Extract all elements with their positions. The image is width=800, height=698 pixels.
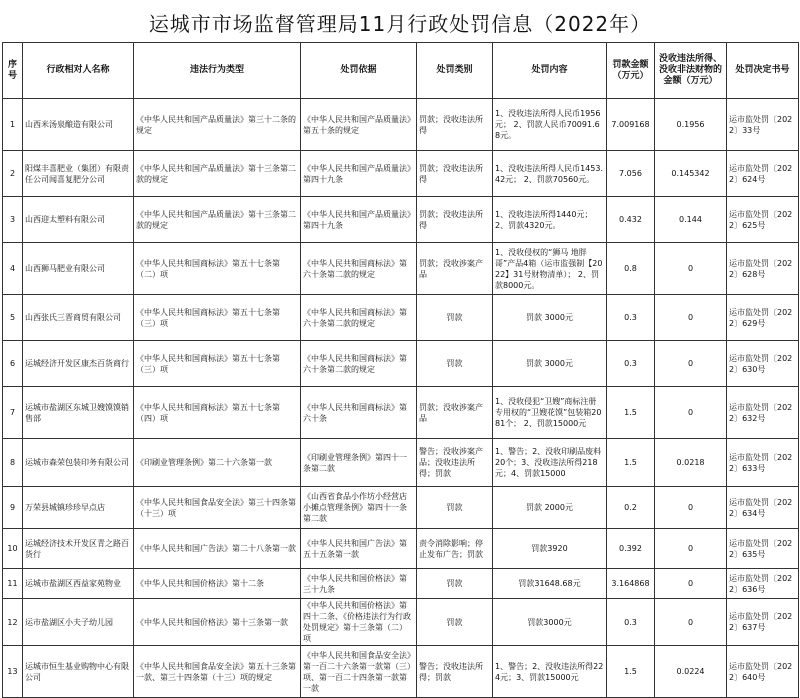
cell-confiscation: 0	[655, 599, 727, 646]
cell-violation: 《中华人民共和国产品质量法》第三十二条的规定	[134, 99, 301, 151]
cell-content: 1、没收侵权的“狮马 地胖哥”产品4箱（运市监强制【2022】31号财物清单）； 2、罚款8000元。	[493, 243, 607, 295]
cell-violation: 《印刷业管理条例》第二十六条第一款	[134, 439, 301, 487]
cell-decision: 运市监处罚〔2022〕640号	[727, 646, 799, 698]
cell-content: 1、没收违法所得人民币1956元； 2、罚款人民币70091.68元。	[493, 99, 607, 151]
cell-no: 10	[3, 529, 23, 569]
cell-party: 运城经济技术开发区青之路百货行	[23, 529, 134, 569]
cell-decision: 运市监处罚〔2022〕625号	[727, 197, 799, 243]
cell-decision: 运市监处罚〔2022〕33号	[727, 99, 799, 151]
header-party: 行政相对人名称	[23, 43, 134, 99]
cell-decision: 运市监处罚〔2022〕630号	[727, 341, 799, 387]
cell-party: 运城市盐湖区西益家苑物业	[23, 569, 134, 599]
header-content: 处罚内容	[493, 43, 607, 99]
cell-confiscation: 0.0218	[655, 439, 727, 487]
cell-violation: 《中华人民共和国商标法》第五十七条第（二）项	[134, 243, 301, 295]
cell-category: 罚款	[417, 569, 493, 599]
cell-content: 1、警告；2、没收违法所得224元；3、罚款15000元	[493, 646, 607, 698]
cell-confiscation: 0	[655, 487, 727, 529]
cell-decision: 运市监处罚〔2022〕636号	[727, 569, 799, 599]
cell-fine: 7.009168	[607, 99, 655, 151]
cell-party: 运城市森荣包装印务有限公司	[23, 439, 134, 487]
cell-category: 警告；没收违法所得；罚款	[417, 646, 493, 698]
cell-fine: 1.5	[607, 646, 655, 698]
cell-category: 罚款	[417, 487, 493, 529]
table-row	[3, 439, 799, 487]
cell-content: 罚款 3000元	[493, 295, 607, 341]
cell-category: 警告；没收涉案产品；没收违法所得；罚款	[417, 439, 493, 487]
cell-fine: 0.3	[607, 341, 655, 387]
cell-decision: 运市监处罚〔2022〕628号	[727, 243, 799, 295]
cell-violation: 《中华人民共和国产品质量法》第十三条第二款的规定	[134, 151, 301, 197]
table-row	[3, 487, 799, 529]
table-header-row	[3, 43, 799, 99]
cell-content: 罚款3000元	[493, 599, 607, 646]
cell-category: 罚款；没收违法所得	[417, 151, 493, 197]
cell-party: 运城市恒生基业购物中心有限公司	[23, 646, 134, 698]
cell-basis: 《中华人民共和国商标法》第六十条	[301, 387, 417, 439]
cell-decision: 运市监处罚〔2022〕629号	[727, 295, 799, 341]
cell-no: 4	[3, 243, 23, 295]
header-confiscation: 没收违法所得、没收非法财物的金额（万元）	[655, 43, 727, 99]
cell-fine: 7.056	[607, 151, 655, 197]
cell-no: 13	[3, 646, 23, 698]
cell-basis: 《中华人民共和国商标法》第六十条第二款的规定	[301, 295, 417, 341]
cell-decision: 运市监处罚〔2022〕632号	[727, 387, 799, 439]
cell-basis: 《中华人民共和国商标法》第六十条第二款的规定	[301, 341, 417, 387]
cell-category: 责令消除影响；停止发布广告；罚款	[417, 529, 493, 569]
cell-fine: 0.432	[607, 197, 655, 243]
header-basis: 处罚依据	[301, 43, 417, 99]
cell-category: 罚款	[417, 295, 493, 341]
cell-confiscation: 0.144	[655, 197, 727, 243]
cell-confiscation: 0	[655, 295, 727, 341]
cell-basis: 《中华人民共和国价格法》第四十二条、《价格违法行为行政处罚规定》第十三条第（二）项	[301, 599, 417, 646]
cell-confiscation: 0	[655, 529, 727, 569]
cell-party: 运城经济开发区康杰百货商行	[23, 341, 134, 387]
cell-party: 运城市盐湖区东城卫嫂馍馍销售部	[23, 387, 134, 439]
cell-category: 罚款；没收涉案产品	[417, 243, 493, 295]
cell-fine: 0.3	[607, 295, 655, 341]
cell-no: 9	[3, 487, 23, 529]
cell-category: 罚款；没收违法所得	[417, 99, 493, 151]
cell-party: 山西张氏三晋商贸有限公司	[23, 295, 134, 341]
cell-violation: 《中华人民共和国广告法》第二十八条第一款	[134, 529, 301, 569]
cell-basis: 《中华人民共和国商标法》第六十条第二款的规定	[301, 243, 417, 295]
cell-confiscation: 0.145342	[655, 151, 727, 197]
cell-violation: 《中华人民共和国商标法》第五十七条第（三）项	[134, 295, 301, 341]
cell-confiscation: 0	[655, 387, 727, 439]
cell-no: 7	[3, 387, 23, 439]
cell-confiscation: 0	[655, 243, 727, 295]
document-title: 运城市市场监督管理局11月行政处罚信息（2022年）	[148, 12, 652, 36]
table-row	[3, 599, 799, 646]
cell-confiscation: 0.0224	[655, 646, 727, 698]
cell-no: 6	[3, 341, 23, 387]
cell-violation: 《中华人民共和国商标法》第五十七条第（三）项	[134, 341, 301, 387]
cell-category: 罚款；没收涉案产品	[417, 387, 493, 439]
cell-violation: 《中华人民共和国价格法》第十三条第一款	[134, 599, 301, 646]
table-row	[3, 151, 799, 197]
cell-no: 2	[3, 151, 23, 197]
cell-basis: 《中华人民共和国食品安全法》第一百二十六条第一款第（三）项、第一百二十四条第一款第一款	[301, 646, 417, 698]
cell-no: 3	[3, 197, 23, 243]
cell-content: 罚款3920	[493, 529, 607, 569]
cell-party: 山西米汤泉酿造有限公司	[23, 99, 134, 151]
cell-fine: 0.2	[607, 487, 655, 529]
cell-decision: 运市监处罚〔2022〕634号	[727, 487, 799, 529]
cell-basis: 《中华人民共和国产品质量法》第五十条的规定	[301, 99, 417, 151]
header-violation: 违法行为类型	[134, 43, 301, 99]
table-row	[3, 529, 799, 569]
cell-no: 8	[3, 439, 23, 487]
cell-content: 1、没收违法所得1440元； 2、罚款4320元。	[493, 197, 607, 243]
cell-confiscation: 0	[655, 341, 727, 387]
cell-basis: 《中华人民共和国产品质量法》第四十九条	[301, 151, 417, 197]
header-fine: 罚款金额（万元）	[607, 43, 655, 99]
cell-decision: 运市监处罚〔2022〕637号	[727, 599, 799, 646]
cell-confiscation: 0	[655, 569, 727, 599]
cell-basis: 《中华人民共和国产品质量法》第四十九条	[301, 197, 417, 243]
cell-category: 罚款	[417, 599, 493, 646]
table-row	[3, 341, 799, 387]
cell-content: 1、没收侵犯“卫嫂”商标注册专用权的“卫嫂花馍”包装箱2081个； 2、罚款15000元	[493, 387, 607, 439]
cell-content: 罚款31648.68元	[493, 569, 607, 599]
cell-basis: 《中华人民共和国价格法》第三十九条	[301, 569, 417, 599]
cell-violation: 《中华人民共和国商标法》第五十七条第（四）项	[134, 387, 301, 439]
table-row	[3, 99, 799, 151]
header-category: 处罚类别	[417, 43, 493, 99]
cell-violation: 《中华人民共和国产品质量法》第十三条第二款的规定	[134, 197, 301, 243]
table-row	[3, 295, 799, 341]
cell-violation: 《中华人民共和国价格法》第十二条	[134, 569, 301, 599]
cell-fine: 0.8	[607, 243, 655, 295]
cell-decision: 运市监处罚〔2022〕635号	[727, 529, 799, 569]
cell-fine: 3.164868	[607, 569, 655, 599]
cell-basis: 《印刷业管理条例》第四十一条第二款	[301, 439, 417, 487]
cell-no: 5	[3, 295, 23, 341]
cell-fine: 1.5	[607, 439, 655, 487]
cell-party: 阳煤丰喜肥业（集团）有限责任公司闻喜复肥分公司	[23, 151, 134, 197]
table-row	[3, 387, 799, 439]
cell-party: 万荣县城镇珍珍早点店	[23, 487, 134, 529]
header-no: 序号	[3, 43, 23, 99]
cell-fine: 0.3	[607, 599, 655, 646]
cell-violation: 《中华人民共和国食品安全法》第五十三条第一款、第三十四条第（十三）项的规定	[134, 646, 301, 698]
cell-no: 12	[3, 599, 23, 646]
cell-category: 罚款；没收违法所得	[417, 197, 493, 243]
cell-content: 1、没收违法所得人民币1453.42元； 2、罚款70560元。	[493, 151, 607, 197]
table-body	[3, 99, 799, 698]
cell-party: 运市盐湖区小夫子幼儿园	[23, 599, 134, 646]
cell-confiscation: 0.1956	[655, 99, 727, 151]
header-decision: 处罚决定书号	[727, 43, 799, 99]
cell-content: 罚款 3000元	[493, 341, 607, 387]
table-row	[3, 646, 799, 698]
penalty-table	[2, 42, 799, 698]
table-row	[3, 243, 799, 295]
cell-fine: 1.5	[607, 387, 655, 439]
table-row	[3, 569, 799, 599]
cell-content: 1、警告；2、没收印刷品废料20个；3、没收违法所得218元；4、罚款15000	[493, 439, 607, 487]
cell-party: 山西狮马肥业有限公司	[23, 243, 134, 295]
cell-no: 11	[3, 569, 23, 599]
table-row	[3, 197, 799, 243]
cell-decision: 运市监处罚〔2022〕624号	[727, 151, 799, 197]
cell-basis: 《中华人民共和国广告法》第五十五条第一款	[301, 529, 417, 569]
cell-violation: 《中华人民共和国食品安全法》第三十四条第（十三）项	[134, 487, 301, 529]
cell-category: 罚款	[417, 341, 493, 387]
cell-content: 罚款 2000元	[493, 487, 607, 529]
cell-basis: 《山西省食品小作坊小经营店小摊点管理条例》第四十一条第二款	[301, 487, 417, 529]
cell-no: 1	[3, 99, 23, 151]
cell-party: 山西迎太塑料有限公司	[23, 197, 134, 243]
cell-decision: 运市监处罚〔2022〕633号	[727, 439, 799, 487]
cell-fine: 0.392	[607, 529, 655, 569]
